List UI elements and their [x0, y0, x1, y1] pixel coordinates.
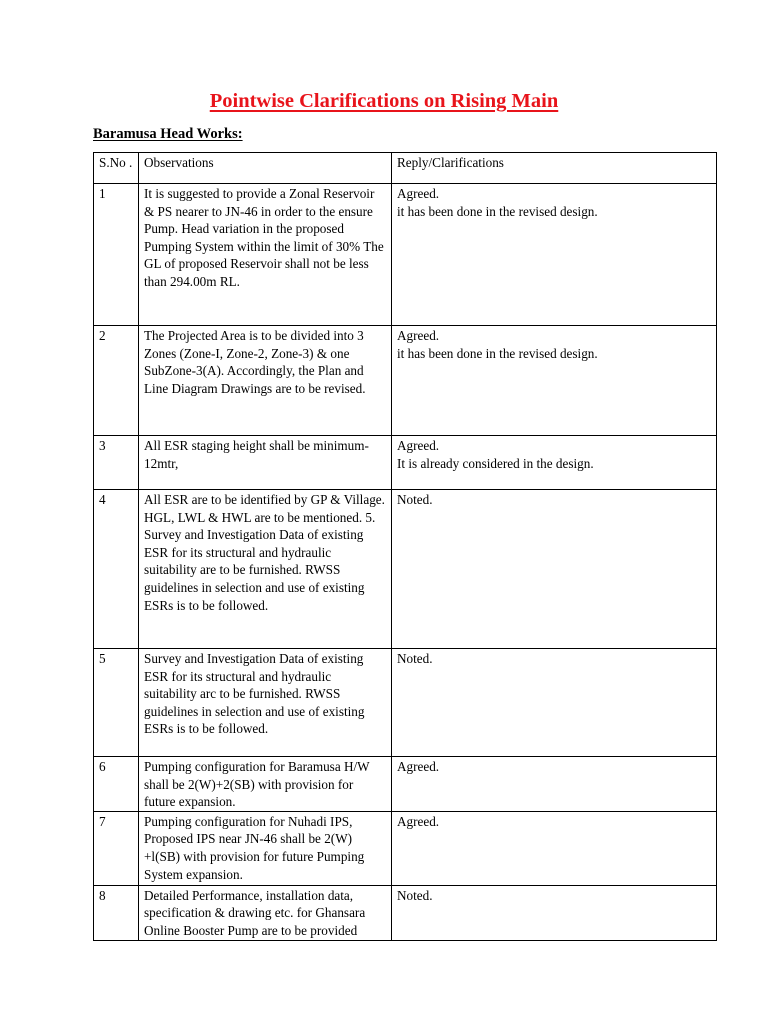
row-reply: [392, 490, 717, 649]
row-reply: [392, 811, 717, 885]
section-heading: Baramusa Head Works:: [93, 126, 243, 142]
table-row: [94, 436, 717, 490]
table-row: [94, 490, 717, 649]
row-sno: 3: [94, 436, 139, 490]
row-reply: [392, 649, 717, 757]
header-sno: S.No .: [94, 153, 139, 184]
clarifications-table: [93, 152, 717, 941]
reply-detail: it has been done in the revised design.: [397, 345, 598, 361]
reply-detail: it has been done in the revised design.: [397, 203, 598, 219]
table-row: [94, 811, 717, 885]
row-observation: All ESR are to be identified by GP & Village. HGL, LWL & HWL are to be mentioned. 5. Survey and Investigation Data of existing ESR for its structural and hydraulic suitability are to be furnished. RWSS guidelines in selection and use of existing ESRs is to be followed.: [139, 490, 392, 649]
reply-status: Agreed.: [397, 813, 440, 829]
header-observations: Observations: [139, 153, 392, 184]
reply-status: Noted.: [397, 651, 433, 666]
reply-status: Noted.: [397, 887, 433, 903]
reply-status: Agreed.: [397, 186, 440, 201]
reply-status: Agreed.: [397, 438, 440, 453]
reply-status: Agreed.: [397, 328, 440, 343]
row-sno: 4: [94, 490, 139, 649]
row-reply: [392, 326, 717, 436]
row-sno: 6: [94, 757, 139, 812]
row-observation: Survey and Investigation Data of existing ESR for its structural and hydraulic suitability arc to be furnished. RWSS guidelines in selection and use of existing ESRs is to be followed.: [139, 649, 392, 757]
reply-status: Noted.: [397, 492, 433, 507]
row-reply: [392, 184, 717, 326]
table-row: [94, 885, 717, 940]
row-observation: Pumping configuration for Nuhadi IPS, Proposed IPS near JN-46 shall be 2(W) +l(SB) with provision for future Pumping System expansion.: [139, 811, 392, 885]
row-sno: 8: [94, 885, 139, 940]
table-row: [94, 184, 717, 326]
header-reply: Reply/Clarifications: [392, 153, 717, 184]
reply-detail: It is already considered in the design.: [397, 455, 594, 471]
table-header-row: [94, 153, 717, 184]
document-title: Pointwise Clarifications on Rising Main: [209, 90, 559, 112]
table-row: [94, 757, 717, 812]
row-observation: Detailed Performance, installation data, specification & drawing etc. for Ghansara Online Booster Pump are to be provided: [139, 885, 392, 940]
row-reply: [392, 436, 717, 490]
row-sno: 5: [94, 649, 139, 757]
row-reply: [392, 885, 717, 940]
row-observation: Pumping configuration for Baramusa H/W shall be 2(W)+2(SB) with provision for future expansion.: [139, 757, 392, 812]
row-sno: 1: [94, 184, 139, 326]
row-sno: 2: [94, 326, 139, 436]
row-sno: 7: [94, 811, 139, 885]
reply-status: Agreed.: [397, 759, 440, 774]
row-observation: All ESR staging height shall be minimum-12mtr,: [139, 436, 392, 490]
row-reply: [392, 757, 717, 812]
row-observation: It is suggested to provide a Zonal Reservoir & PS nearer to JN-46 in order to the ensure Pump. Head variation in the proposed Pumping System within the limit of 30% The GL of proposed Reservoir shall not be less than 294.00m RL.: [139, 184, 392, 326]
row-observation: The Projected Area is to be divided into 3 Zones (Zone-I, Zone-2, Zone-3) & one SubZone-3(A). Accordingly, the Plan and Line Diagram Drawings are to be revised.: [139, 326, 392, 436]
table-row: [94, 649, 717, 757]
table-row: [94, 326, 717, 436]
